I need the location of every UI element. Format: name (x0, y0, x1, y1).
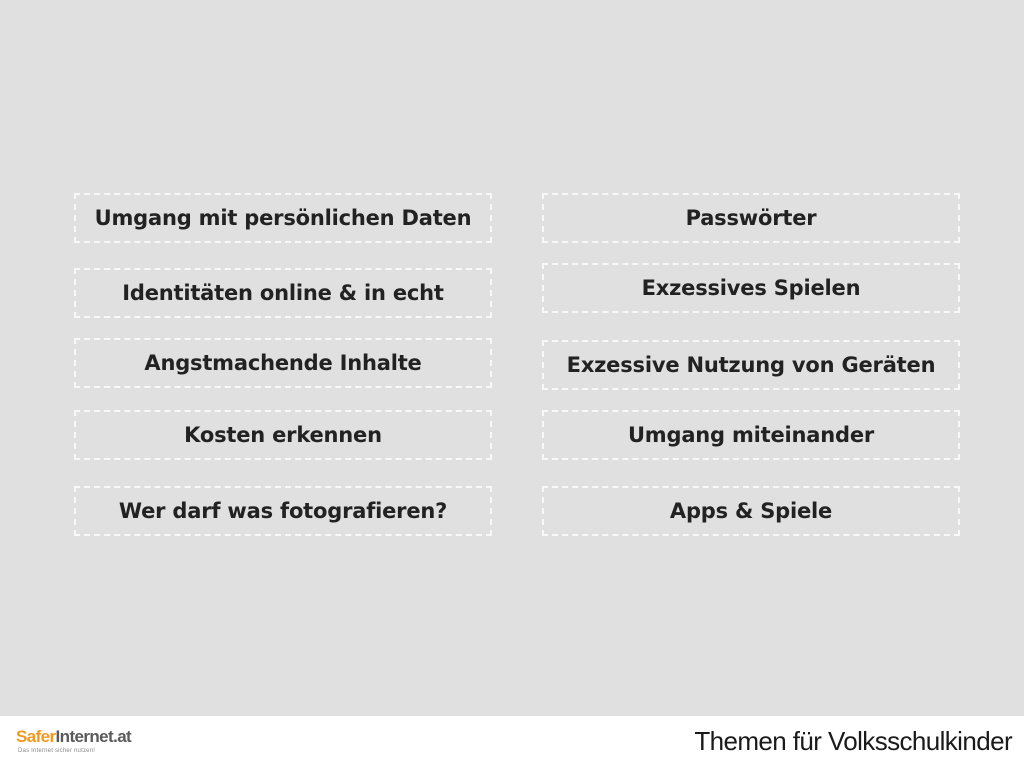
logo-tagline: Das Internet sicher nutzen! (18, 748, 96, 754)
topic-personal-data: Umgang mit persönlichen Daten (74, 193, 492, 243)
topic-excessive-device-use: Exzessive Nutzung von Geräten (542, 340, 960, 390)
topic-recognize-costs: Kosten erkennen (74, 410, 492, 460)
topic-identities: Identitäten online & in echt (74, 268, 492, 318)
footer-bar (0, 716, 1024, 768)
logo-brand-accent: Safer (16, 727, 56, 746)
topic-treating-each-other: Umgang miteinander (542, 410, 960, 460)
slide-title: Themen für Volksschulkinder (694, 726, 1012, 756)
topic-passwords: Passwörter (542, 193, 960, 243)
topic-scary-content: Angstmachende Inhalte (74, 338, 492, 388)
logo-brand-rest: Internet.at (55, 727, 132, 746)
logo-wordmark (16, 728, 131, 746)
topic-apps-games: Apps & Spiele (542, 486, 960, 536)
topic-excessive-gaming: Exzessives Spielen (542, 263, 960, 313)
topic-photo-rights: Wer darf was fotografieren? (74, 486, 492, 536)
saferinternet-logo (16, 727, 132, 758)
